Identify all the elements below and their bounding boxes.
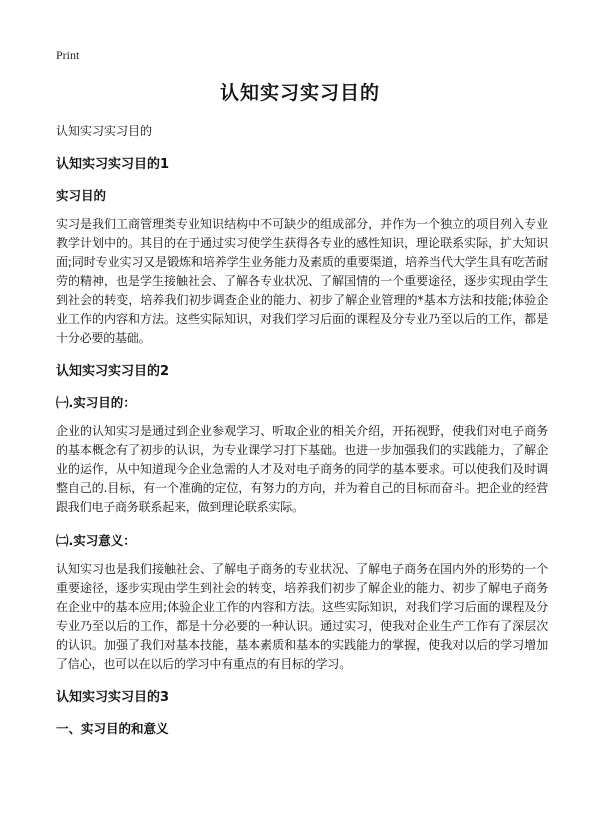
paragraph: 认知实习也是我们接触社会、了解电子商务的专业状况、了解电子商务在国内外的形势的一个重要途径，逐步实现由学生到社会的转变，培养我们初步了解企业的能力、初步了解电子商务在企业中的基本应用;体验企业工作的内容和方法。这些实际知识，对我们学习后面的课程及分专业乃至以后的工作，都是十分必要的一种认识。通过实习，使我对企业生产工作有了深层次的认识。加强了我们对基本技能，基本素质和基本的实践能力的掌握，使我对以后的学习增加了信心，也可以在以后的学习中有重点的有目标的学习。 [56, 562, 548, 671]
sub-heading: ㈠.实习目的： [56, 395, 136, 410]
sub-heading: 一、实习目的和意义 [56, 721, 169, 736]
page-title: 认知实习实习目的 [219, 82, 380, 104]
section-2 [56, 362, 548, 674]
section-heading: 认知实习实习目的3 [56, 690, 170, 705]
document-body [56, 122, 548, 748]
section-1 [56, 155, 548, 348]
section-heading: 认知实习实习目的2 [56, 364, 170, 379]
sub-heading: 实习目的 [56, 188, 107, 203]
paragraph: 实习是我们工商管理类专业知识结构中不可缺少的组成部分，并作为一个独立的项目列入专业教学计划中的。其目的在于通过实习使学生获得各专业的感性知识，理论联系实际，扩大知识面;同时专业实习又是锻炼和培养学生业务能力及素质的重要渠道，培养当代大学生具有吃苦耐劳的精神，也是学生接触社会、了解各专业状况、了解国情的一个重要途径，逐步实现由学生到社会的转变，培养我们初步调查企业的能力、初步了解企业管理的*基本方法和技能;体验企业工作的内容和方法。这些实际知识，对我们学习后面的课程及分专业乃至以后的工作，都是十分必要的基础。 [56, 217, 548, 345]
document-subtitle: 认知实习实习目的 [56, 124, 153, 138]
section-3 [56, 688, 548, 738]
sub-heading: ㈡.实习意义： [56, 533, 136, 548]
section-heading: 认知实习实习目的1 [56, 157, 170, 172]
print-link[interactable]: Print [56, 48, 80, 62]
paragraph: 企业的认知实习是通过到企业参观学习、听取企业的相关介绍，开拓视野，使我们对电子商务的基本概念有了初步的认识，为专业课学习打下基础。也进一步加强我们的实践能力，了解企业的运作，从中知道现今企业急需的人才及对电子商务的同学的基本要求。可以使我们及时调整自己的.目标，有一个准确的定位，有努力的方向，并为着自己的目标而奋斗。把企业的经营跟我们电子商务联系起来，做到理论联系实际。 [56, 424, 548, 514]
